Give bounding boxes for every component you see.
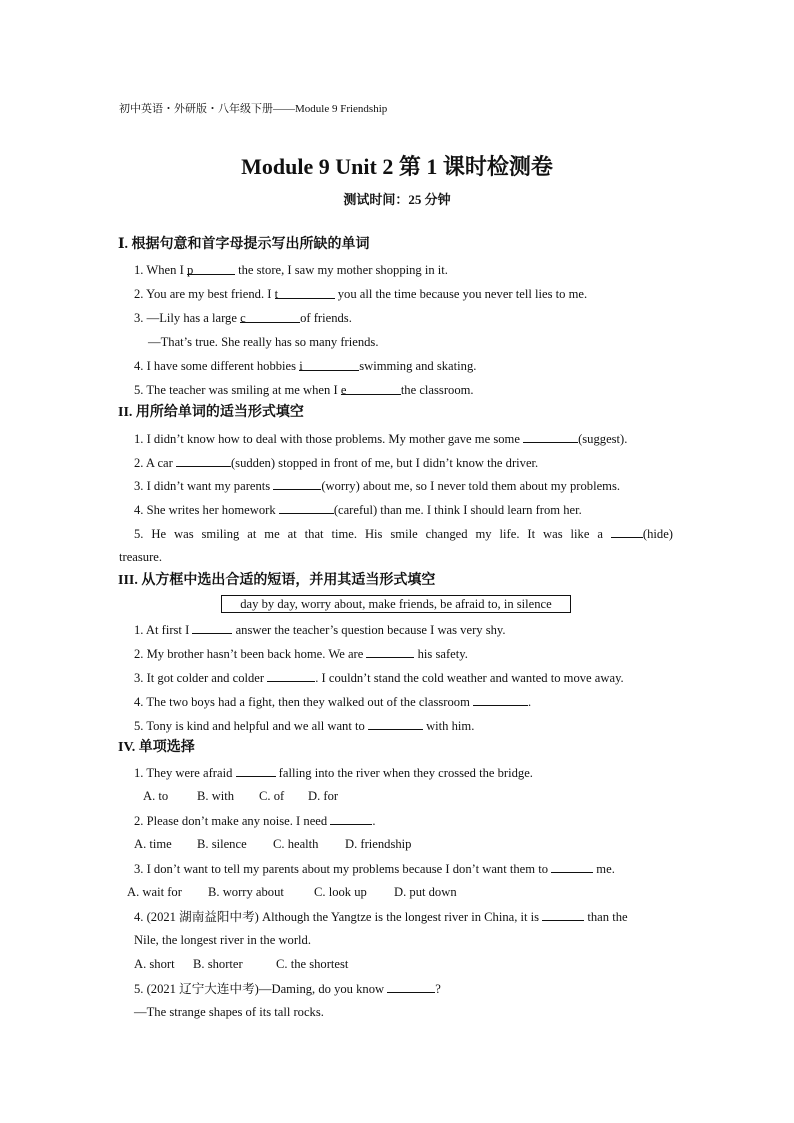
answer-blank[interactable] — [192, 621, 232, 634]
option-a[interactable]: A. short — [134, 957, 175, 971]
s4-question-4-cont: Nile, the longest river in the world. — [134, 933, 311, 947]
s1-question-1: 1. When I p the store, I saw my mother shopping in it. — [134, 263, 448, 277]
option-c[interactable]: C. of — [259, 789, 285, 803]
section-2-heading: II. 用所给单词的适当形式填空 — [118, 405, 304, 420]
option-b[interactable]: B. worry about — [208, 885, 284, 899]
s1-question-4: 4. I have some different hobbies i swimming and skating. — [134, 359, 477, 373]
answer-blank[interactable] — [273, 477, 321, 490]
s4-question-5: 5. (2021 辽宁大连中考)—Daming, do you know ? — [134, 982, 441, 996]
s4-question-2: 2. Please don’t make any noise. I need . — [134, 814, 376, 828]
s3-question-1: 1. At first I answer the teacher’s question because I was very shy. — [134, 623, 506, 637]
s3-question-5: 5. Tony is kind and helpful and we all want to with him. — [134, 719, 475, 733]
option-b[interactable]: B. shorter — [193, 957, 243, 971]
option-a[interactable]: A. to — [143, 789, 169, 803]
option-c[interactable]: C. look up — [314, 885, 367, 899]
section-3-heading: III. 从方框中选出合适的短语，并用其适当形式填空 — [118, 573, 436, 588]
answer-blank[interactable] — [611, 525, 643, 538]
s2-question-4: 4. She writes her homework (careful) than me. I think I should learn from her. — [134, 503, 582, 517]
answer-blank[interactable] — [330, 812, 372, 825]
s3-question-4: 4. The two boys had a fight, then they walked out of the classroom . — [134, 695, 532, 709]
s1-question-5: 5. The teacher was smiling at me when I e the classroom. — [134, 383, 474, 397]
s4-question-1: 1. They were afraid falling into the river when they crossed the bridge. — [134, 766, 533, 780]
answer-blank[interactable] — [236, 764, 276, 777]
s2-question-1: 1. I didn’t know how to deal with those problems. My mother gave me some (suggest). — [134, 432, 628, 446]
option-d[interactable]: D. put down — [394, 885, 457, 899]
s4-question-3: 3. I don’t want to tell my parents about my problems because I don’t want them to me. — [134, 862, 615, 876]
test-time: 测试时间：25 分钟 — [343, 192, 451, 207]
option-a[interactable]: A. time — [134, 837, 172, 851]
answer-blank[interactable] — [473, 693, 528, 706]
option-d[interactable]: D. for — [308, 789, 339, 803]
s1-question-3-reply: —That’s true. She really has so many friends. — [148, 335, 379, 349]
page-header: 初中英语・外研版・八年级下册——Module 9 Friendship — [119, 103, 388, 115]
s2-question-5: 5. He was smiling at me at that time. His smile changed my life. It was like a (hide) — [134, 527, 673, 541]
answer-blank[interactable]: t — [275, 286, 335, 299]
answer-blank[interactable] — [523, 430, 578, 443]
answer-blank[interactable] — [267, 669, 315, 682]
option-c[interactable]: C. health — [273, 837, 319, 851]
section-1-heading: Ⅰ. 根据句意和首字母提示写出所缺的单词 — [118, 237, 370, 252]
s2-question-3: 3. I didn’t want my parents (worry) about me, so I never told them about my problems. — [134, 479, 621, 493]
option-a[interactable]: A. wait for — [127, 885, 182, 899]
s4-question-4: 4. (2021 湖南益阳中考) Although the Yangtze is the longest river in China, it is than the — [134, 910, 628, 924]
answer-blank[interactable]: c — [240, 310, 300, 323]
answer-blank[interactable] — [366, 645, 414, 658]
s3-question-3: 3. It got colder and colder . I couldn’t stand the cold weather and wanted to move away. — [134, 671, 624, 685]
s1-question-2: 2. You are my best friend. I t you all the time because you never tell lies to me. — [134, 287, 588, 301]
answer-blank[interactable]: i — [299, 358, 359, 371]
option-b[interactable]: B. with — [197, 789, 235, 803]
answer-blank[interactable] — [542, 908, 584, 921]
s4-question-5-reply: —The strange shapes of its tall rocks. — [134, 1005, 324, 1019]
option-c[interactable]: C. the shortest — [276, 957, 349, 971]
option-b[interactable]: B. silence — [197, 837, 247, 851]
option-d[interactable]: D. friendship — [345, 837, 412, 851]
answer-blank[interactable]: e — [341, 382, 401, 395]
answer-blank[interactable]: p — [187, 262, 235, 275]
section-4-heading: IV. 单项选择 — [118, 740, 195, 755]
phrase-box: day by day, worry about, make friends, be afraid to, in silence — [221, 595, 571, 613]
s1-question-3: 3. —Lily has a large c of friends. — [134, 311, 352, 325]
page-title: Module 9 Unit 2 第 1 课时检测卷 — [241, 154, 553, 179]
answer-blank[interactable] — [551, 860, 593, 873]
answer-blank[interactable] — [279, 501, 334, 514]
answer-blank[interactable] — [368, 717, 423, 730]
s2-question-2: 2. A car (sudden) stopped in front of me, but I didn’t know the driver. — [134, 456, 539, 470]
answer-blank[interactable] — [176, 454, 231, 467]
s3-question-2: 2. My brother hasn’t been back home. We are his safety. — [134, 647, 468, 661]
s2-question-5-cont: treasure. — [119, 550, 163, 564]
answer-blank[interactable] — [387, 980, 435, 993]
